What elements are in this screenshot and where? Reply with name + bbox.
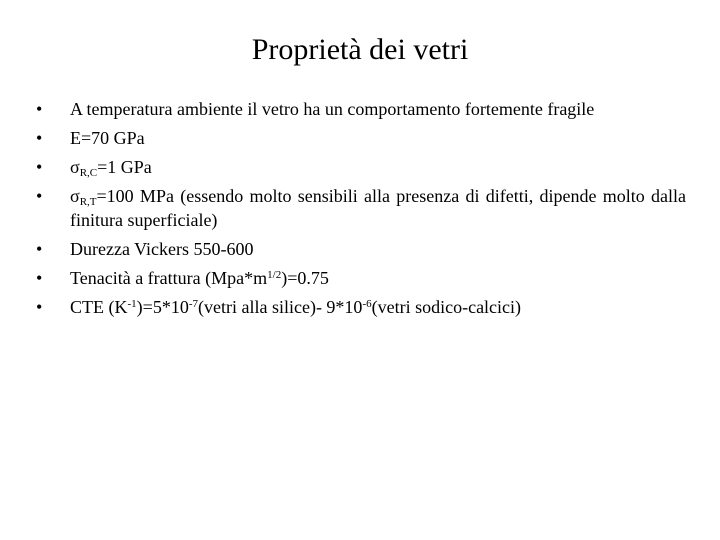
item-text: (vetri alla silice)- 9*10 [198,297,363,317]
bullet-icon: • [36,186,43,206]
list-item [36,155,686,179]
superscript: 1/2 [267,269,282,281]
sigma-symbol: σ [70,186,80,206]
item-text: Durezza Vickers 550-600 [70,239,254,259]
item-text: CTE (K [70,297,128,317]
item-text: =1 GPa [97,157,152,177]
bullet-icon: • [36,99,43,119]
superscript: -1 [127,298,137,310]
list-item [36,126,686,150]
subscript: R,T [79,196,97,208]
item-text: =100 MPa (essendo molto sensibili alla presenza di difetti, dipende molto dalla finitura superficiale) [70,186,686,230]
list-item [36,237,686,261]
superscript: -7 [188,298,198,310]
bullet-icon: • [36,268,43,288]
bullet-icon: • [36,239,43,259]
item-text: A temperatura ambiente il vetro ha un comportamento fortemente fragile [70,99,595,119]
item-text: )=0.75 [281,268,329,288]
list-item [36,266,686,290]
slide-title: Proprietà dei vetri [251,33,469,66]
list-item [36,184,686,232]
item-text: E=70 GPa [70,128,145,148]
bullet-icon: • [36,297,43,317]
bullet-icon: • [36,128,43,148]
item-text: Tenacità a frattura (Mpa*m [70,268,268,288]
bullet-icon: • [36,157,43,177]
sigma-symbol: σ [70,157,80,177]
subscript: R,C [79,167,98,179]
bullet-list [36,97,686,324]
item-text: )=5*10 [136,297,189,317]
item-text: (vetri sodico-calcici) [371,297,522,317]
list-item [36,97,686,121]
superscript: -6 [362,298,372,310]
list-item [36,295,686,319]
